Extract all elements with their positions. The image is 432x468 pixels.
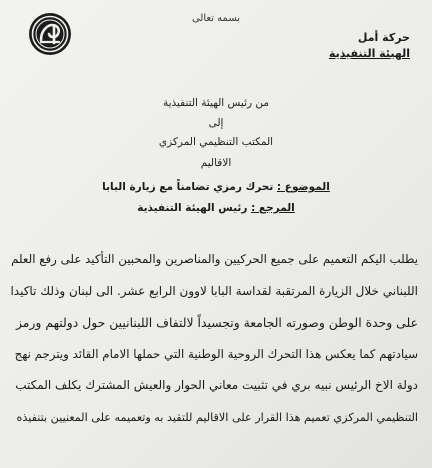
subject-line [0,181,432,193]
memo-body [10,244,418,433]
organization-block [329,30,410,62]
body-line: اللبناني خلال الزيارة المرتقبة لقداسة البابا لاوون الرابع عشر. الى لبنان وذلك تاكيدا [10,283,418,298]
reference-label: المرجع : [251,202,295,214]
body-line: دولة الاخ الرئيس نبيه بري في تثبيت معاني الحوار والعيش المشترك يكلف المكتب [15,378,418,392]
reference-value: رئيس الهيئة التنفيذية [137,202,248,214]
recipient-line: المكتب التنظيمي المركزي [158,136,274,148]
amal-logo-icon [28,12,72,56]
org-unit: الهيئة التنفيذية [328,47,410,60]
body-line: يطلب اليكم التعميم على جميع الحركيين والمناصرين والمحبين التأكيد على رفع العلم [11,252,418,266]
org-name: حركة أمل [357,31,410,44]
reference-line [0,202,432,214]
body-line: سيادتهم كما يعكس هذا التحرك الروحية الوطنية التي حملها الامام القائد ويترجم نهج [14,346,418,361]
body-line: التنظيمي المركزي تعميم هذا القرار على الاقاليم للتقيد به وتعميمه على المعنيين بتنفيذه [16,410,418,424]
subject-value: تحرك رمزي تضامناً مع زيارة البابا [102,181,274,193]
subject-label: الموضوع : [276,181,330,193]
body-line: على وحدة الوطن وصورته الجامعة وتجسيداً لالتفاف اللبنانيين حول دولتهم ورمز [15,315,418,330]
to-word: إلى [208,117,224,129]
basmala-heading: بسمه تعالى [191,13,241,24]
sender-line: من رئيس الهيئة التنفيذية [162,97,270,109]
regions-line: الاقاليم [200,157,232,169]
